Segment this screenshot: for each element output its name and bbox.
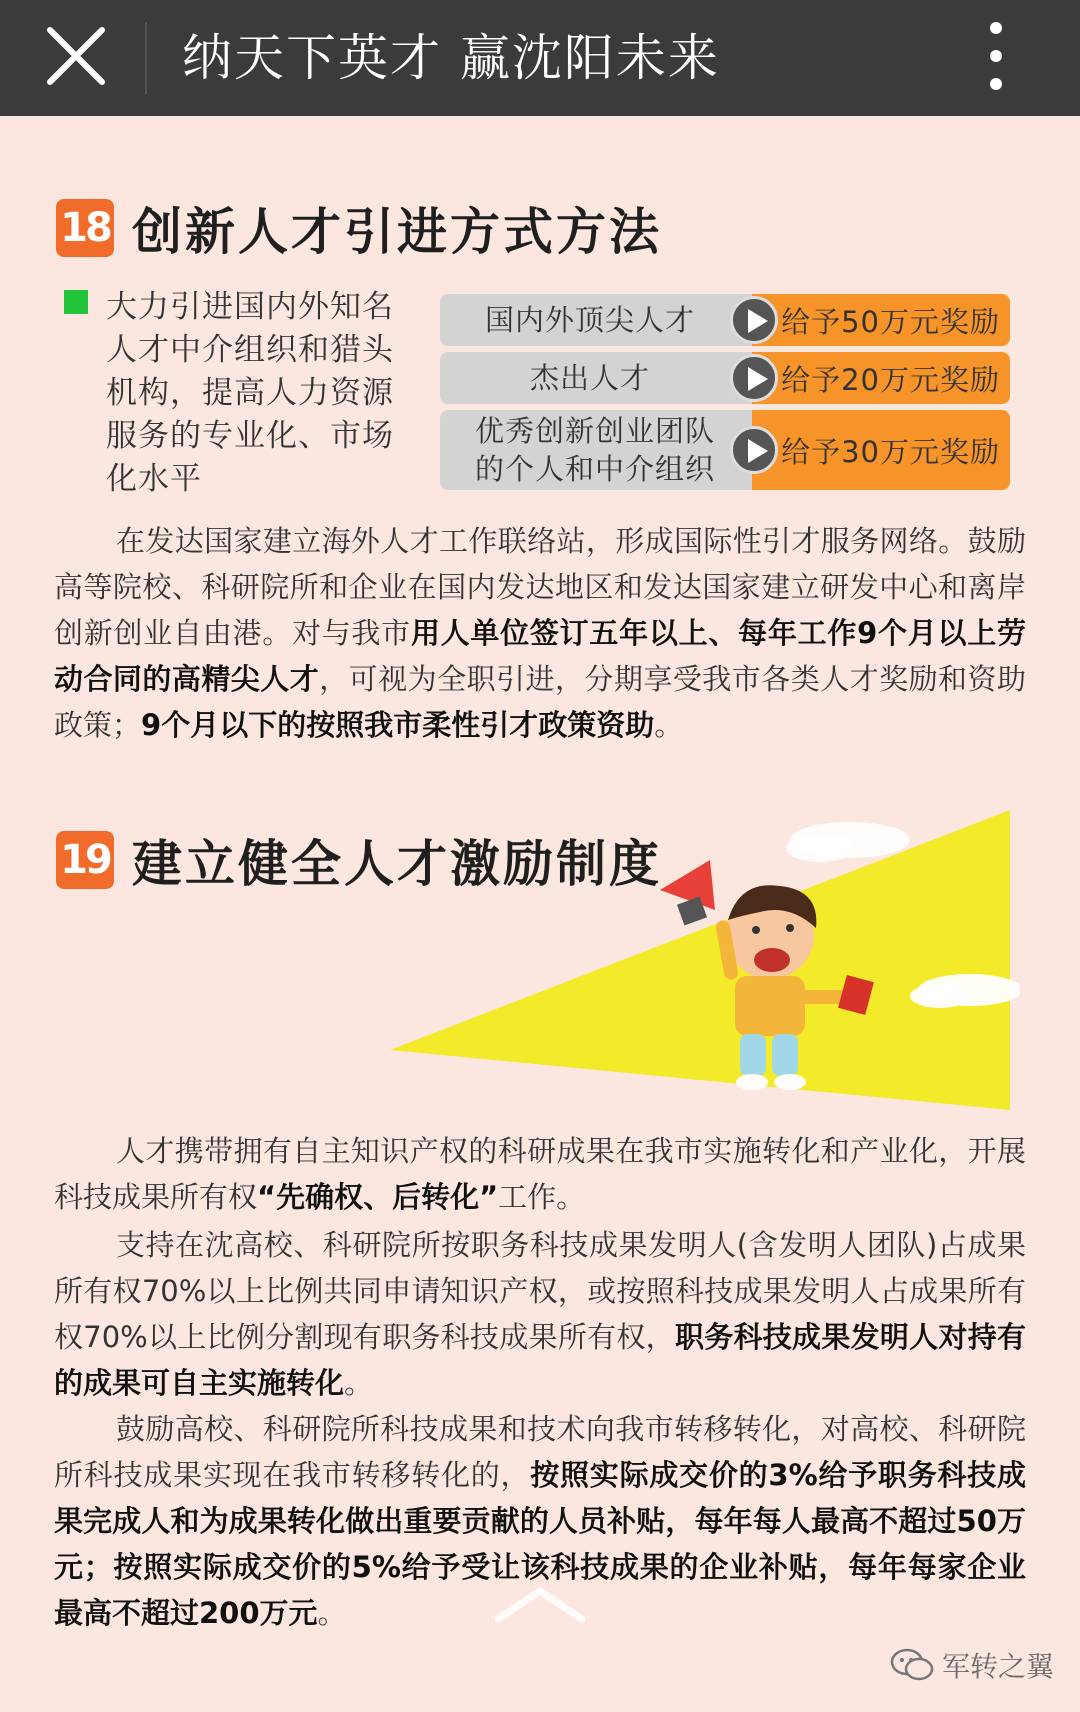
paragraph-bold: “先确权、后转化” [257,1180,499,1214]
green-bullet [64,290,88,314]
paragraph-text: 在发达国家建立海外人才工作联络站，形成国际性引才服务网络。鼓励高等院校、科研院所和企业在国内发达地区和发达国家建立研发中心和离岸创新创业自由港。对与我市 [54,524,1026,650]
reward-row [440,410,1010,490]
top-bar [0,0,1080,116]
scroll-top-button[interactable] [490,1585,590,1625]
reward-row [440,294,1010,346]
section-title: 建立健全人才激励制度 [132,835,662,893]
page-title: 纳天下英才 赢沈阳未来 [182,29,720,87]
close-button[interactable] [40,20,112,92]
section-number-badge: 19 [56,831,114,889]
section-number-badge: 18 [56,199,114,257]
play-arrow-icon [730,296,778,344]
paragraph-text: 支持在沈高校、科研院所按职务科技成果发明人(含发明人团队)占成果所有权70%以上比例共同申请知识产权，或按照科技成果发明人占成果所有权70%以上比例分割现有职务科技成果所有权， [54,1228,1026,1354]
section-19-paragraph-2 [54,1222,1026,1406]
paragraph-text: 鼓励高校、科研院所科技成果和技术向我市转移转化，对高校、科研院所科技成果实现在我市转移转化的， [54,1412,1026,1492]
reward-target: 优秀创新创业团队的个人和中介组织 [440,410,770,490]
reward-amount: 给予30万元奖励 [752,410,1010,490]
wechat-icon [890,1648,934,1682]
header-divider [145,22,147,94]
megaphone-kid-illustration [380,800,1020,1120]
paragraph-text: ，可视为全职引进，分期享受我市各类人才奖励和资助政策； [54,662,1026,742]
section-18-intro: 大力引进国内外知名人才中介组织和猎头机构，提高人力资源服务的专业化、市场化水平 [106,289,394,497]
section-19-paragraph-1 [54,1128,1026,1220]
section-18-header [56,192,662,264]
paragraph-text: 。 [317,1596,347,1630]
reward-amount: 给予20万元奖励 [752,352,1010,404]
play-arrow-icon [730,354,778,402]
watermark [890,1645,1054,1685]
paragraph-bold: 按照实际成交价的3%给予职务科技成果完成人和为成果转化做出重要贡献的人员补贴，每年每人最高不超过50万元；按照实际成交价的5%给予受让该科技成果的企业补贴，每年每家企业最高不超过200万元 [54,1458,1026,1630]
more-vertical-icon [976,16,1016,96]
paragraph-bold: 职务科技成果发明人对持有的成果可自主实施转化 [54,1320,1026,1400]
paragraph-text: 人才携带拥有自主知识产权的科研成果在我市实施转化和产业化，开展科技成果所有权 [54,1134,1026,1214]
reward-target: 国内外顶尖人才 [440,294,770,346]
section-title: 创新人才引进方式方法 [132,203,662,261]
more-button[interactable] [976,16,1016,96]
paragraph-text: 工作。 [498,1180,586,1214]
reward-amount: 给予50万元奖励 [752,294,1010,346]
section-18-paragraph [54,518,1026,748]
chevron-up-icon [490,1585,590,1625]
paragraph-bold: 用人单位签订五年以上、每年工作9个月以上劳动合同的高精尖人才 [54,616,1026,696]
reward-row [440,352,1010,404]
reward-target: 杰出人才 [440,352,770,404]
paragraph-text: 。 [344,1366,374,1400]
paragraph-text: 。 [654,708,684,742]
paragraph-bold: 9个月以下的按照我市柔性引才政策资助 [141,708,655,742]
close-icon [40,20,112,92]
play-arrow-icon [730,426,778,474]
watermark-text: 军转之翼 [942,1650,1055,1683]
